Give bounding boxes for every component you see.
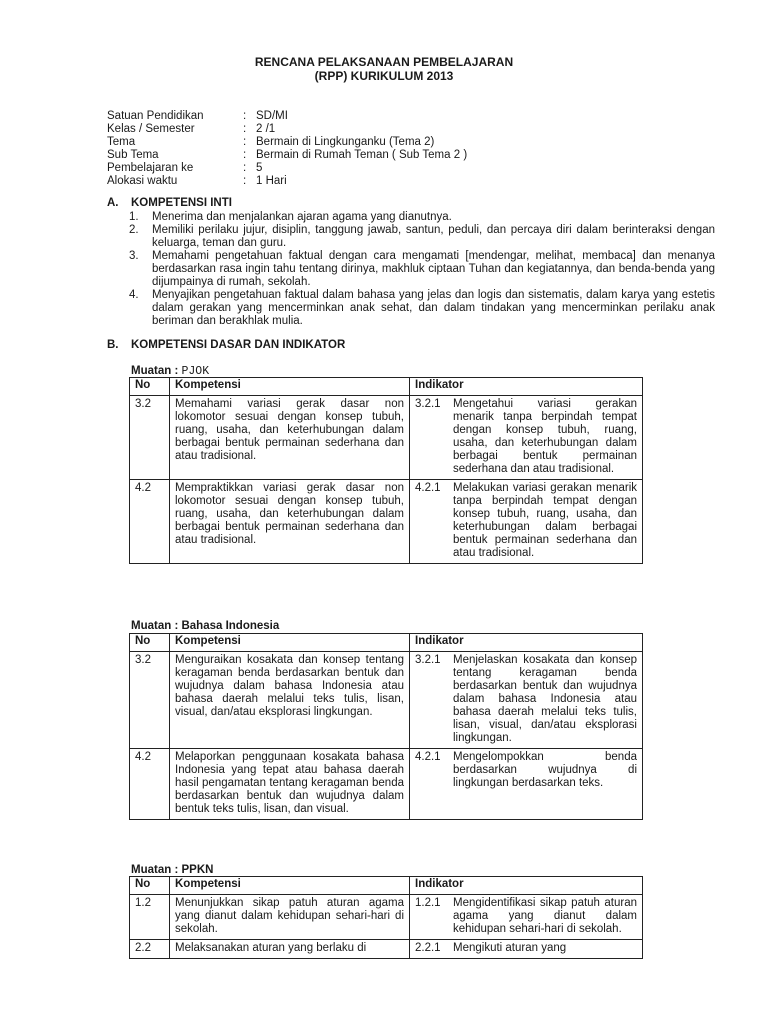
indikator-text: Mengetahui variasi gerakan menarik tanpa berpindah tempat dengan konsep tubuh, ruang, usaha, dan keterhubungan dalam berbagai bentuk permainan sederhana dan atau tradisional. [453, 398, 637, 475]
table-row [130, 940, 643, 959]
list-text: Menerima dan menjalankan ajaran agama yang dianutnya. [152, 211, 452, 223]
muatan-subject: Bahasa Indonesia [181, 620, 280, 632]
header-indikator: Indikator [410, 877, 643, 895]
list-text: Memiliki perilaku jujur, disiplin, tanggung jawab, santun, peduli, dan percaya diri dalam berinteraksi dengan keluarga, teman dan guru. [152, 224, 715, 249]
section-b-heading [107, 339, 345, 352]
header-indikator: Indikator [410, 378, 643, 396]
identitas-row [107, 123, 467, 136]
row-no: 1.2 [130, 895, 170, 940]
identitas-row [107, 149, 467, 162]
identitas-label: Kelas / Semester [107, 123, 195, 135]
identitas-colon: : [243, 123, 247, 135]
header-no: No [130, 378, 170, 396]
table-header-row [130, 378, 643, 396]
section-letter: B. [107, 339, 119, 351]
identitas-value: 2 /1 [256, 123, 276, 135]
identitas-value: Bermain di Rumah Teman ( Sub Tema 2 ) [256, 149, 468, 161]
list-text: Memahami pengetahuan faktual dengan cara mengamati [mendengar, melihat, membaca] dan menanya berdasarkan rasa ingin tahu tentang dirinya, makhluk ciptaan Tuhan dan kegiatannya, dan benda-benda yang dijumpainya di rumah, sekolah. [152, 250, 715, 288]
list-number: 4. [129, 289, 139, 301]
identitas-value: 1 Hari [256, 175, 287, 187]
header-kompetensi: Kompetensi [170, 877, 410, 895]
identitas-label: Satuan Pendidikan [107, 110, 204, 122]
header-kompetensi: Kompetensi [170, 378, 410, 396]
list-text: Menyajikan pengetahuan faktual dalam bahasa yang jelas dan logis dan sistematis, dalam karya yang estetis dalam gerakan yang mencerminkan anak sehat, dan dalam tindakan yang mencerminkan perilaku anak beriman dan berakhlak mulia. [152, 289, 715, 327]
list-item [129, 211, 715, 224]
list-number: 1. [129, 211, 139, 223]
identitas-colon: : [243, 136, 247, 148]
muatan-prefix: Muatan : [131, 365, 179, 377]
identitas-label: Sub Tema [107, 149, 159, 161]
table-row [130, 396, 643, 480]
table-row [130, 895, 643, 940]
muatan-subject: PJOK [181, 365, 210, 378]
header-indikator: Indikator [410, 634, 643, 652]
identitas-colon: : [243, 175, 247, 187]
row-indikator [410, 749, 643, 820]
row-indikator [410, 940, 643, 959]
table-row [130, 749, 643, 820]
indikator-number: 3.2.1 [415, 398, 441, 410]
row-kompetensi: Melaksanakan aturan yang berlaku di [170, 940, 410, 959]
identitas-value: 5 [256, 162, 263, 174]
indikator-number: 4.2.1 [415, 482, 441, 494]
indikator-number: 4.2.1 [415, 751, 441, 763]
section-a-heading [107, 197, 232, 210]
identitas-label: Pembelajaran ke [107, 162, 194, 174]
muatan-label-bahasa-indonesia [131, 620, 279, 633]
title-line-2: (RPP) KURIKULUM 2013 [314, 68, 454, 83]
table-header-row [130, 634, 643, 652]
kompetensi-inti-list [129, 211, 715, 328]
row-indikator [410, 480, 643, 564]
kd-table-bahasa-indonesia [129, 633, 643, 820]
row-no: 4.2 [130, 480, 170, 564]
muatan-subject: PPKN [181, 864, 214, 876]
identitas-row [107, 175, 467, 188]
list-item [129, 224, 715, 250]
list-item [129, 250, 715, 289]
identitas-colon: : [243, 110, 247, 122]
table-row [130, 480, 643, 564]
row-no: 3.2 [130, 396, 170, 480]
indikator-text: Mengelompokkan benda berdasarkan wujudnya di lingkungan berdasarkan teks. [453, 751, 637, 789]
table-header-row [130, 877, 643, 895]
indikator-text: Melakukan variasi gerakan menarik tanpa berpindah tempat dengan konsep tubuh, ruang, usaha, dan keterhubungan dalam berbagai bentuk permainan sederhana dan atau tradisional. [453, 482, 637, 559]
row-kompetensi: Memahami variasi gerak dasar non lokomotor sesuai dengan konsep tubuh, ruang, usaha, dan keterhubungan dalam berbagai bentuk permainan sederhana dan atau tradisional. [170, 396, 410, 480]
identitas-label: Tema [107, 136, 136, 148]
identitas-table [107, 110, 467, 188]
row-no: 2.2 [130, 940, 170, 959]
row-indikator [410, 396, 643, 480]
indikator-number: 2.2.1 [415, 942, 441, 954]
list-item [129, 289, 715, 328]
header-no: No [130, 877, 170, 895]
identitas-colon: : [243, 162, 247, 174]
header-no: No [130, 634, 170, 652]
indikator-number: 3.2.1 [415, 654, 441, 666]
indikator-text: Mengidentifikasi sikap patuh aturan agama yang dianut dalam kehidupan sehari-hari di sekolah. [453, 897, 637, 935]
section-title: KOMPETENSI INTI [131, 197, 232, 209]
header-kompetensi: Kompetensi [170, 634, 410, 652]
indikator-text: Menjelaskan kosakata dan konsep tentang keragaman benda berdasarkan bentuk dan wujudnya dalam bahasa Indonesia atau bahasa daerah melalui teks tulis, lisan, visual, dan/atau eksplorasi lingkungan. [453, 654, 637, 744]
title-line-1: RENCANA PELAKSANAAN PEMBELAJARAN [254, 55, 514, 69]
row-indikator [410, 895, 643, 940]
section-letter: A. [107, 197, 119, 209]
table-row [130, 652, 643, 749]
row-no: 4.2 [130, 749, 170, 820]
identitas-label: Alokasi waktu [107, 175, 178, 187]
row-kompetensi: Menunjukkan sikap patuh aturan agama yang dianut dalam kehidupan sehari-hari di sekolah. [170, 895, 410, 940]
identitas-row [107, 136, 467, 149]
muatan-prefix: Muatan : [131, 620, 179, 632]
row-kompetensi: Mempraktikkan variasi gerak dasar non lokomotor sesuai dengan konsep tubuh, ruang, usaha, dan keterhubungan dalam berbagai bentuk permainan sederhana dan atau tradisional. [170, 480, 410, 564]
identitas-value: SD/MI [256, 110, 288, 122]
kd-table-ppkn [129, 876, 643, 959]
indikator-text: Mengikuti aturan yang [453, 942, 567, 954]
row-kompetensi: Menguraikan kosakata dan konsep tentang keragaman benda berdasarkan bentuk dan wujudnya dalam bahasa Indonesia atau bahasa daerah melalui teks tulis, lisan, visual, dan/atau eksplorasi lingkungan. [170, 652, 410, 749]
document-title [0, 56, 768, 83]
identitas-row [107, 110, 467, 123]
identitas-colon: : [243, 149, 247, 161]
identitas-row [107, 162, 467, 175]
row-kompetensi: Melaporkan penggunaan kosakata bahasa Indonesia yang tepat atau bahasa daerah hasil pengamatan tentang keragaman benda berdasarkan bentuk dan wujudnya dalam bentuk teks tulis, lisan, dan visual. [170, 749, 410, 820]
section-title: KOMPETENSI DASAR DAN INDIKATOR [131, 339, 346, 351]
indikator-number: 1.2.1 [415, 897, 441, 909]
identitas-value: Bermain di Lingkunganku (Tema 2) [256, 136, 435, 148]
list-number: 3. [129, 250, 139, 262]
muatan-prefix: Muatan : [131, 864, 179, 876]
list-number: 2. [129, 224, 139, 236]
row-no: 3.2 [130, 652, 170, 749]
kd-table-pjok [129, 377, 643, 564]
row-indikator [410, 652, 643, 749]
